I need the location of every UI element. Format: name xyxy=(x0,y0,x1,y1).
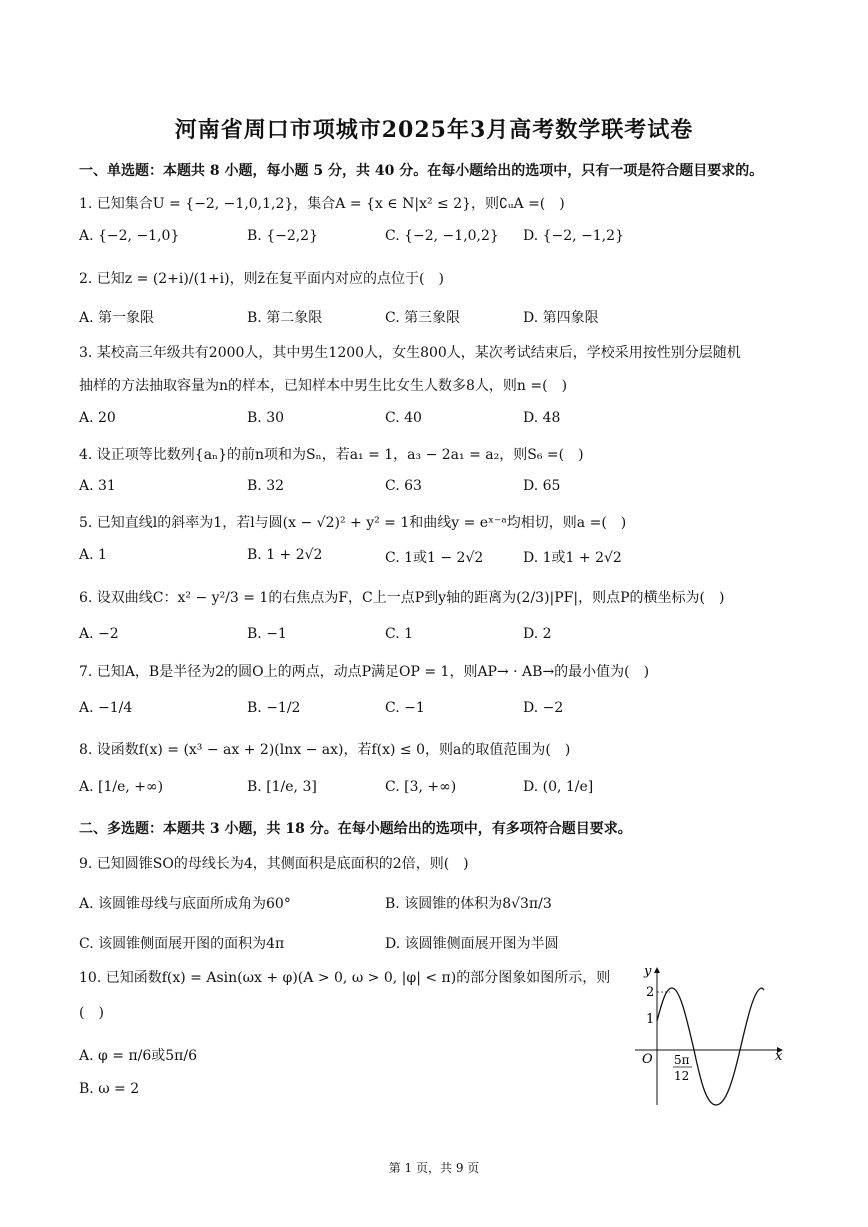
q7-option-a: A. −1/4 xyxy=(79,700,133,716)
q6-option-d: D. 2 xyxy=(523,626,552,642)
q6-option-c: C. 1 xyxy=(385,626,414,642)
q3-option-b: B. 30 xyxy=(247,410,285,426)
q7-option-b: B. −1/2 xyxy=(247,700,301,716)
q5-option-a: A. 1 xyxy=(79,547,107,563)
q3-option-c: C. 40 xyxy=(385,410,422,426)
q8-option-a: A. [1/e, +∞) xyxy=(79,779,164,795)
q8-option-c: C. [3, +∞) xyxy=(385,779,457,795)
q10-option-b: B. ω = 2 xyxy=(79,1081,140,1097)
q9-option-d: D. 该圆锥侧面展开图为半圆 xyxy=(385,936,559,952)
question-8-stem: 8. 设函数f(x) = (x³ − ax + 2)(lnx − ax)，若f(x) ≤ 0，则a的取值范围为( ) xyxy=(79,742,571,758)
q6-option-b: B. −1 xyxy=(247,626,287,642)
question-5-stem: 5. 已知直线l的斜率为1，若l与圆(x − √2)² + y² = 1和曲线y = eˣ⁻ᵃ均相切，则a =( ) xyxy=(79,515,627,531)
question-7-stem: 7. 已知A，B是半径为2的圆O上的两点，动点P满足OP = 1，则AP→ · AB→的最小值为( ) xyxy=(79,664,650,680)
q7-option-c: C. −1 xyxy=(385,700,425,716)
q5-option-d: D. 1或1 + 2√2 xyxy=(523,550,622,566)
q3-option-a: A. 20 xyxy=(79,410,116,426)
q9-option-a: A. 该圆锥母线与底面所成角为60° xyxy=(79,896,291,912)
x-axis-label: x xyxy=(775,1049,783,1064)
question-10-stem-line1: 10. 已知函数f(x) = Asin(ωx + φ)(A > 0, ω > 0, |φ| < π)的部分图象如图所示，则 xyxy=(79,970,611,986)
question-6-stem: 6. 设双曲线C：x² − y²/3 = 1的右焦点为F，C上一点P到y轴的距离为(2/3)|PF|，则点P的横坐标为( ) xyxy=(79,590,725,606)
q6-option-a: A. −2 xyxy=(79,626,119,642)
origin-label: O xyxy=(642,1052,653,1067)
q1-option-b: B. {−2,2} xyxy=(247,228,318,244)
section-heading-multiple-choice: 二、多选题：本题共 3 小题，共 18 分。在每小题给出的选项中，有多项符合题目要求。 xyxy=(79,821,632,837)
q1-option-a: A. {−2, −1,0} xyxy=(79,228,180,244)
q2-option-c: C. 第三象限 xyxy=(385,310,461,326)
q4-option-b: B. 32 xyxy=(247,478,285,494)
question-4-stem: 4. 设正项等比数列{aₙ}的前n项和为Sₙ，若a₁ = 1，a₃ − 2a₁ = a₂，则S₆ =( ) xyxy=(79,447,584,463)
question-3-stem-line1: 3. 某校高三年级共有2000人，其中男生1200人，女生800人，某次考试结束后，学校采用按性别分层随机 xyxy=(79,345,741,361)
q8-option-b: B. [1/e, 3] xyxy=(247,779,317,795)
section-heading-single-choice: 一、单选题：本题共 8 小题，每小题 5 分，共 40 分。在每小题给出的选项中，只有一项是符合题目要求的。 xyxy=(79,163,764,179)
question-10-stem-line2: ( ) xyxy=(79,1005,104,1021)
y-axis-label: y xyxy=(644,964,652,979)
q3-option-d: D. 48 xyxy=(523,410,561,426)
question-2-stem: 2. 已知z = (2+i)/(1+i)，则z̄在复平面内对应的点位于( ) xyxy=(79,271,444,287)
q2-option-a: A. 第一象限 xyxy=(79,310,155,326)
q5-option-c: C. 1或1 − 2√2 xyxy=(385,550,484,566)
q7-option-d: D. −2 xyxy=(523,700,564,716)
q10-option-a: A. φ = π/6或5π/6 xyxy=(79,1048,198,1064)
q4-option-a: A. 31 xyxy=(79,478,116,494)
sine-function-graph xyxy=(630,960,790,1110)
question-1-stem: 1. 已知集合U = {−2, −1,0,1,2}，集合A = {x ∈ N|x² ≤ 2}，则∁ᵤA =( ) xyxy=(79,196,565,212)
question-9-stem: 9. 已知圆锥SO的母线长为4，其侧面积是底面积的2倍，则( ) xyxy=(79,856,469,872)
x-tick-numerator: 5π xyxy=(674,1053,690,1067)
q2-option-d: D. 第四象限 xyxy=(523,310,599,326)
q4-option-c: C. 63 xyxy=(385,478,422,494)
q1-option-c: C. {−2, −1,0,2} xyxy=(385,228,499,244)
sine-curve xyxy=(657,988,764,1105)
q5-option-b: B. 1 + 2√2 xyxy=(247,547,323,563)
y-tick-1: 1 xyxy=(646,1012,655,1027)
page-footer: 第 1 页，共 9 页 xyxy=(388,1161,480,1175)
x-tick-denominator: 12 xyxy=(674,1069,690,1083)
q9-option-c: C. 该圆锥侧面展开图的面积为4π xyxy=(79,936,285,952)
q4-option-d: D. 65 xyxy=(523,478,561,494)
q2-option-b: B. 第二象限 xyxy=(247,310,323,326)
question-3-stem-line2: 抽样的方法抽取容量为n的样本，已知样本中男生比女生人数多8人，则n =( ) xyxy=(79,378,568,394)
q1-option-d: D. {−2, −1,2} xyxy=(523,228,624,244)
q8-option-d: D. (0, 1/e] xyxy=(523,779,594,795)
page-title: 河南省周口市项城市2025年3月高考数学联考试卷 xyxy=(174,117,694,143)
y-tick-2: 2 xyxy=(646,985,655,1000)
q9-option-b: B. 该圆锥的体积为8√3π/3 xyxy=(385,896,552,912)
